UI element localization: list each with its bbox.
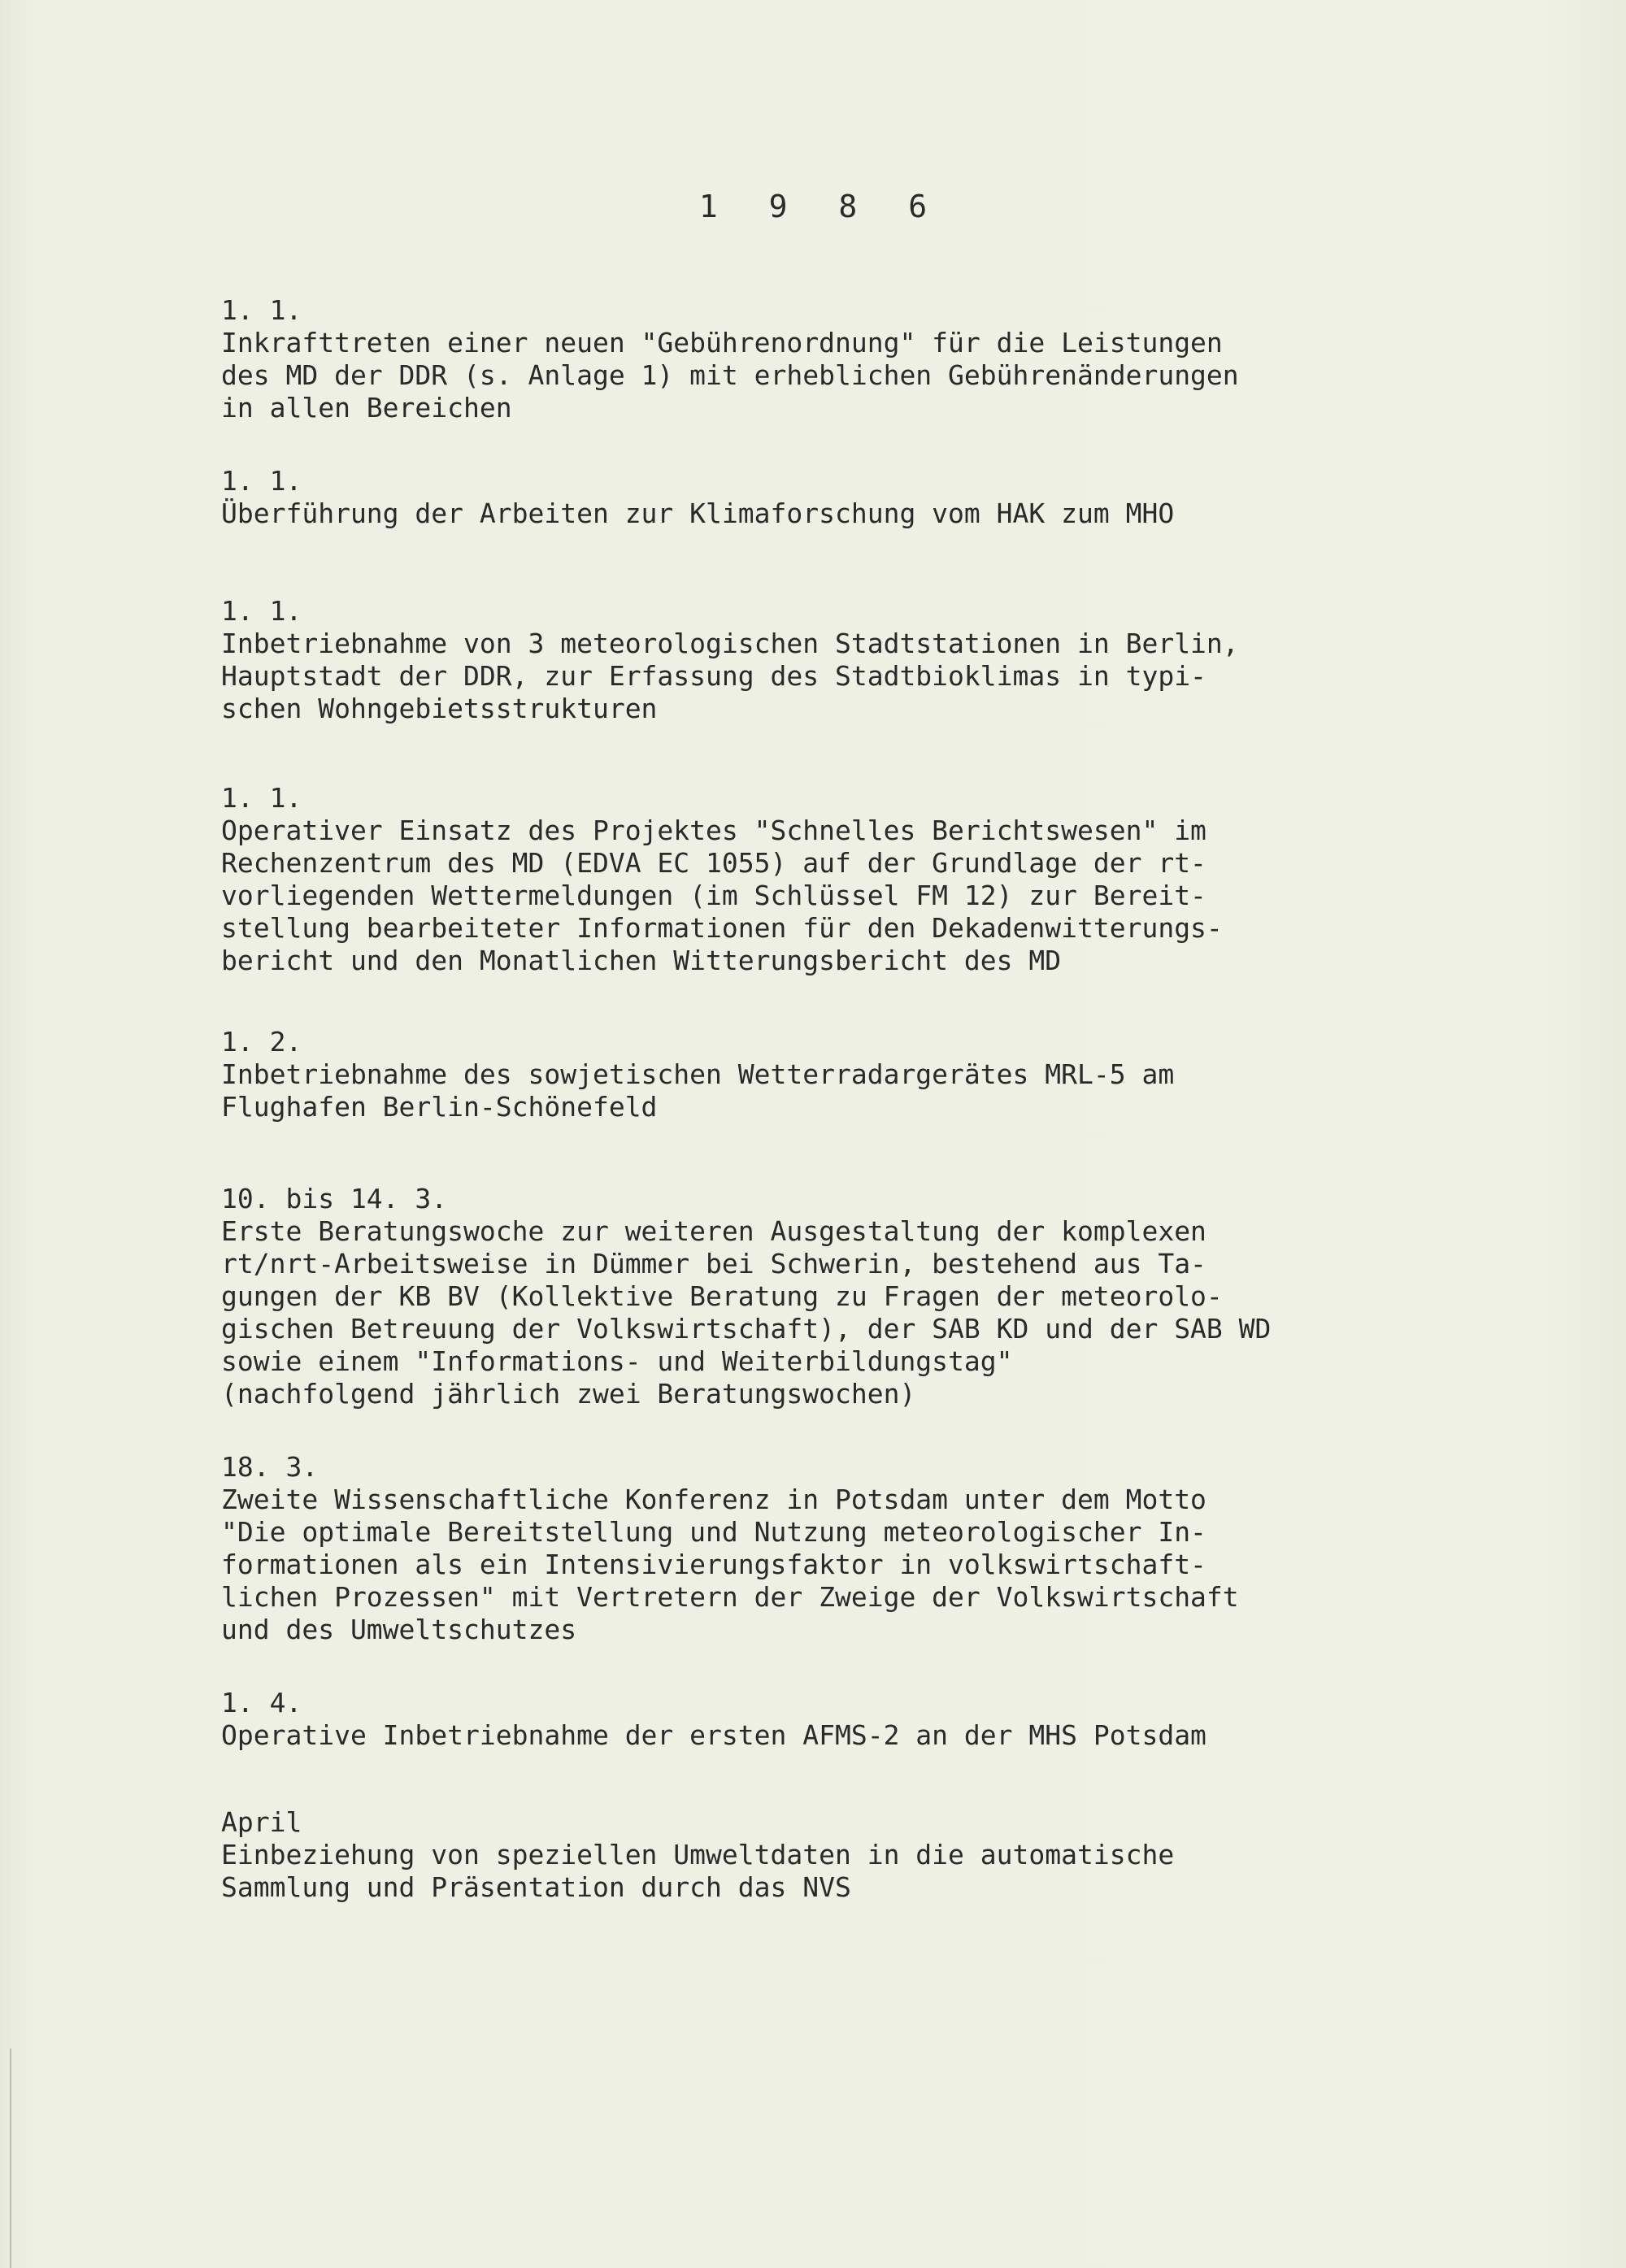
entry-text-line: bericht und den Monatlichen Witterungsbericht des MD: [221, 945, 1062, 976]
chronicle-entry: [221, 1806, 1489, 1904]
entry-text-line: Inkrafttreten einer neuen "Gebührenordnung" für die Leistungen: [221, 327, 1223, 358]
entry-date: 1. 1.: [221, 294, 302, 326]
entry-text-line: des MD der DDR (s. Anlage 1) mit erheblichen Gebührenänderungen: [221, 359, 1239, 391]
chronicle-entry: [221, 1183, 1489, 1410]
entry-text-line: sowie einem "Informations- und Weiterbildungstag": [221, 1345, 1013, 1377]
entry-text-line: stellung bearbeiteter Informationen für den Dekadenwitterungs-: [221, 912, 1223, 944]
entry-text-line: (nachfolgend jährlich zwei Beratungswochen): [221, 1378, 916, 1410]
entry-text-line: formationen als ein Intensivierungsfaktor in volkswirtschaft-: [221, 1549, 1206, 1580]
entry-text-line: vorliegenden Wettermeldungen (im Schlüssel FM 12) zur Bereit-: [221, 880, 1206, 911]
entry-date: 18. 3.: [221, 1451, 319, 1483]
chronicle-entry: [221, 1687, 1489, 1752]
entry-date: 1. 4.: [221, 1687, 302, 1718]
chronicle-entry: [221, 595, 1489, 725]
entry-date: 1. 1.: [221, 782, 302, 814]
entry-text-line: in allen Bereichen: [221, 392, 512, 424]
entry-text-line: Flughafen Berlin-Schönefeld: [221, 1091, 658, 1123]
entry-text-line: schen Wohngebietsstrukturen: [221, 693, 658, 724]
chronicle-entry: [221, 465, 1489, 530]
entry-text-line: Einbeziehung von speziellen Umweltdaten in die automatische: [221, 1839, 1175, 1870]
chronicle-entry: [221, 782, 1489, 977]
entry-date: 10. bis 14. 3.: [221, 1183, 448, 1214]
entry-text-line: gischen Betreuung der Volkswirtschaft), der SAB KD und der SAB WD: [221, 1313, 1272, 1345]
entry-text-line: gungen der KB BV (Kollektive Beratung zu Fragen der meteorolo-: [221, 1280, 1223, 1312]
entry-date: 1. 2.: [221, 1026, 302, 1058]
entry-date: 1. 1.: [221, 465, 302, 497]
chronicle-entry: [221, 1026, 1489, 1123]
entry-text-line: Sammlung und Präsentation durch das NVS: [221, 1871, 851, 1903]
entry-text-line: und des Umweltschutzes: [221, 1614, 577, 1645]
entry-text-line: Inbetriebnahme des sowjetischen Wetterradargerätes MRL-5 am: [221, 1058, 1175, 1090]
entry-text-line: Inbetriebnahme von 3 meteorologischen Stadtstationen in Berlin,: [221, 628, 1239, 659]
entry-text-line: Hauptstadt der DDR, zur Erfassung des Stadtbioklimas in typi-: [221, 660, 1206, 692]
entry-text-line: Rechenzentrum des MD (EDVA EC 1055) auf der Grundlage der rt-: [221, 847, 1206, 879]
entry-text-line: lichen Prozessen" mit Vertretern der Zweige der Volkswirtschaft: [221, 1581, 1239, 1613]
entry-date: April: [221, 1806, 302, 1838]
entry-text-line: Erste Beratungswoche zur weiteren Ausgestaltung der komplexen: [221, 1215, 1206, 1247]
entry-text-line: Überführung der Arbeiten zur Klimaforschung vom HAK zum MHO: [221, 497, 1175, 529]
entry-text-line: "Die optimale Bereitstellung und Nutzung meteorologischer In-: [221, 1516, 1206, 1548]
chronicle-entry: [221, 1451, 1489, 1646]
entry-text-line: Operative Inbetriebnahme der ersten AFMS-2 an der MHS Potsdam: [221, 1719, 1206, 1751]
entry-text-line: Operativer Einsatz des Projektes "Schnelles Berichtswesen" im: [221, 815, 1206, 846]
chronicle-entry: [221, 294, 1489, 424]
entry-text-line: Zweite Wissenschaftliche Konferenz in Potsdam unter dem Motto: [221, 1484, 1206, 1515]
entry-text-line: rt/nrt-Arbeitsweise in Dümmer bei Schwerin, bestehend aus Ta-: [221, 1248, 1206, 1280]
page-title: 1 9 8 6: [698, 189, 944, 224]
entry-date: 1. 1.: [221, 595, 302, 627]
page-edge-divider: [10, 2049, 11, 2268]
